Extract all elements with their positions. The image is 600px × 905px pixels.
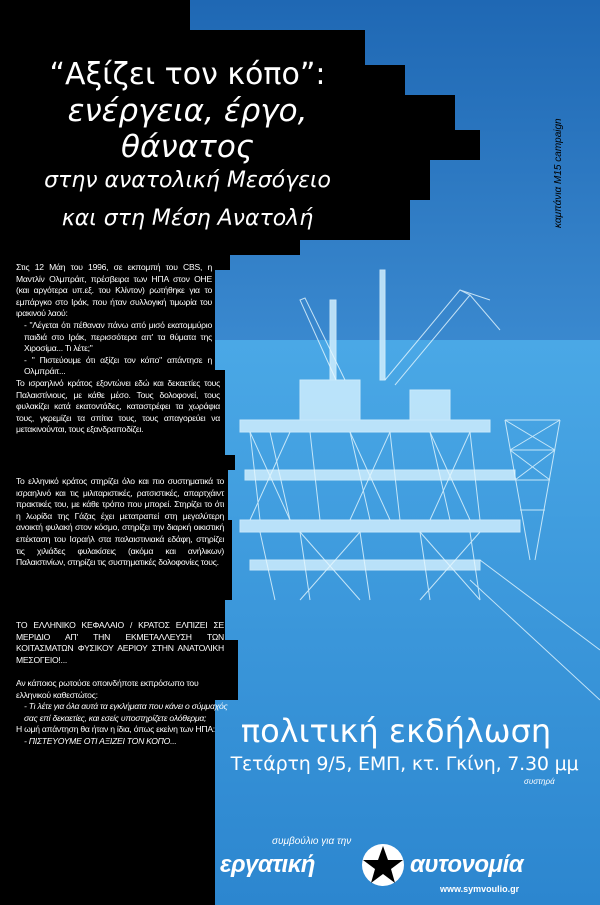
article-paragraph-2: Το ισραηλινό κράτος εξοντώνει εδώ και δεκαετίες τους Παλαιστίνιους, με κάθε μέσο. Τους δολοφονεί, τους φυλακίζει κατά εκατοντάδες, καταστρέφει τα χωράφια τους, γκρεμίζει τα σπίτια τους, τους απαγορεύει να μετακινούνται, τους εξανδραποδίζει. <box>16 378 220 435</box>
article-paragraph-3: Το ελληνικό κράτος στηρίζει όλο και πιο συστηματικά το ισραηλινό και τις μιλιταριστικές, ρατσιστικές, απαρτχάιντ πρακτικές του, με κάθε τρόπο που μπορεί. Στηρίζει το ότι η λωρίδα της Γάζας έχει μετατραπεί στη μεγαλύτερη ανοικτή φυλακή στον κόσμο, στηρίζει την διαρκή οικιστική επέκταση του Ισραήλ στα παλαιστινιακά εδάφη, στηρίζει τις χιλιάδες φυλακίσεις (ακόμα και ανήλικων) Παλαιστινίων, στηρίζει τις συστηματικές δολοφονίες τους. <box>16 476 224 568</box>
paragraph-text: Στις 12 Μάη του 1996, σε εκπομπή του CBS, η Μαντλίν Ολμπράιτ, πρέσβειρα των ΗΠΑ στον ΟΗΕ (και αργότερα υπ.εξ. του Κλίντον) ρωτήθηκε για το εμπάργκο στο Ιράκ, που ήταν συλλογική τιμωρία του ιρακινού λαού: <box>16 262 212 319</box>
closing-quote: - ΠΙΣΤΕΥΟΥΜΕ ΟΤΙ ΑΞΙΖΕΙ ΤΟΝ ΚΟΠΟ... <box>24 735 177 746</box>
paragraph-text: Αν κάποιος ρωτούσε οποινδήποτε εκπρόσωπο του ελληνικού καθεστώτος: <box>16 678 199 700</box>
campaign-label: καμπάνια M15 campaign <box>553 118 564 228</box>
org-word-left: εργατική <box>220 851 315 878</box>
paragraph-text: Η ωμή απάντηση θα ήταν η ίδια, όπως εκείνη των ΗΠΑ: <box>16 724 215 735</box>
article-paragraph-4: ΤΟ ΕΛΛΗΝΙΚΟ ΚΕΦΑΛΑΙΟ / ΚΡΑΤΟΣ ΕΛΠΙΖΕΙ ΣΕ ΜΕΡΙΔΙΟ ΑΠ' ΤΗΝ ΕΚΜΕΤΑΛΛΕΥΣΗ ΤΩΝ ΚΟΙΤΑΣΜΑΤΩΝ ΦΥΣΙΚΟΥ ΑΕΡΙΟΥ ΣΤΗΝ ΑΝΑΤΟΛΙΚΗ ΜΕΣΟΓΕΙΟ!... <box>16 620 224 665</box>
event-title: πολιτική εκδήλωση <box>240 712 552 750</box>
org-prefix: συμβούλιο για την <box>272 836 352 847</box>
star-icon <box>360 842 406 888</box>
poster-title: “Αξίζει τον κόπο”: <box>49 57 326 92</box>
quote-answer: - " Πιστεύουμε ότι αξίζει τον κόπο" απάντησε η Ολμπράιτ... <box>24 354 212 377</box>
article-paragraph-1 <box>16 262 212 378</box>
event-details: Τετάρτη 9/5, ΕΜΠ, κτ. Γκίνη, 7.30 μμ <box>230 753 579 775</box>
poster-subtitle: ενέργεια, έργο, θάνατος <box>67 93 308 165</box>
org-url[interactable]: www.symvoulio.gr <box>440 884 520 894</box>
location-line-2: και στη Μέση Ανατολή <box>61 206 314 231</box>
quote-question: - "Λέγεται ότι πέθαναν πάνω από μισό εκατομμύριο παιδιά στο Ιράκ, περισσότερα απ' τα θύματα της Χιροσίμα... Τι λέτε;" <box>24 319 212 354</box>
article-paragraph-5 <box>16 678 230 748</box>
org-word-right: αυτονομία <box>410 851 524 878</box>
location-line-1: στην ανατολική Μεσόγειο <box>44 168 331 193</box>
event-note: συστηρά <box>524 777 555 786</box>
hypothetical-question: - Τι λέτε για όλα αυτά τα εγκλήματα που κάνει ο σύμμαχός σας επί δεκαετίες, και εσείς υποστηρίζετε ολόθερμα; <box>24 701 228 723</box>
